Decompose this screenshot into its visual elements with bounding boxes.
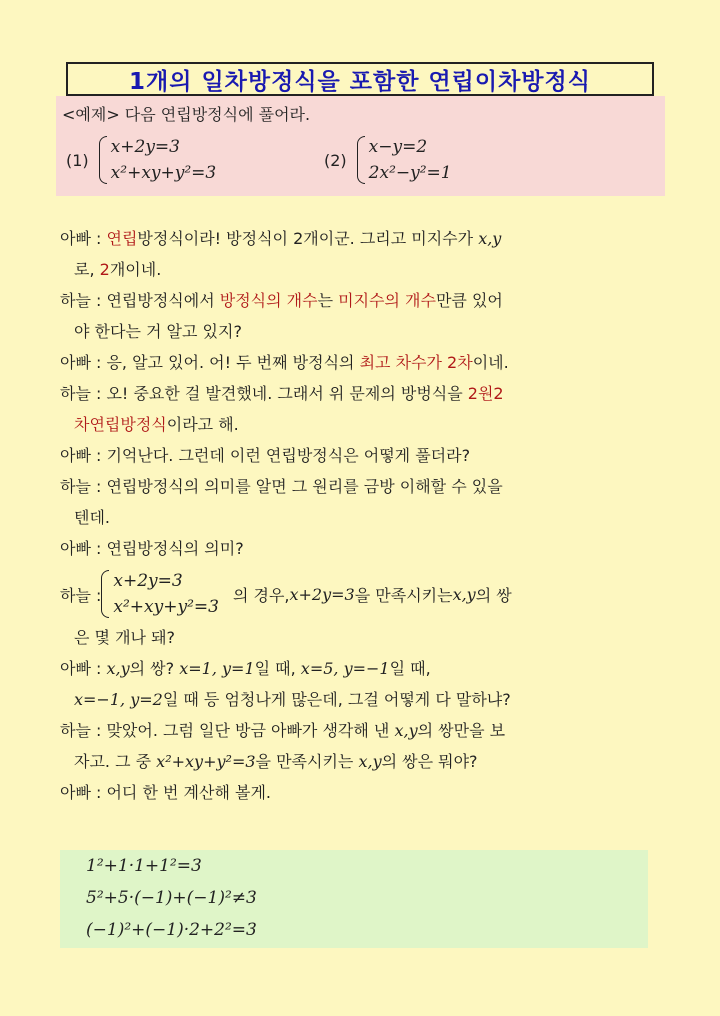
dialog-line: 아빠 : x,y의 쌍? x=1, y=1일 때, x=5, y=−1일 때, <box>60 659 431 678</box>
equation: 2x²−y²=1 <box>368 163 452 183</box>
dialog-line: 하늘 : 오! 중요한 걸 발견했네. 그래서 위 문제의 방벙식을 2원2 <box>60 384 504 403</box>
dialog-line: 하늘 : 연립방정식의 의미를 알면 그 원리를 금방 이해할 수 있을 <box>60 477 503 496</box>
equation-system <box>99 134 217 186</box>
calculation-line: 1²+1·1+1²=3 <box>86 856 202 876</box>
problem-number: (2) <box>324 150 347 170</box>
dialog-line: 로, 2개이네. <box>74 260 162 279</box>
dialog-line: 야 한다는 거 알고 있지? <box>74 322 242 341</box>
problem-number: (1) <box>66 150 89 170</box>
equation: x−y=2 <box>368 137 428 157</box>
dialog-line: 하늘 : x+2y=3 x²+xy+y²=3 의 경우, x+2y=3 을 만족시키는 x,y 의 쌍 <box>60 568 512 620</box>
dialog-line: 자고. 그 중 x²+xy+y²=3을 만족시키는 x,y의 쌍은 뭐야? <box>74 752 478 771</box>
equation-system: x+2y=3 x²+xy+y²=3 <box>101 568 219 620</box>
dialog-line: 하늘 : 맞았어. 그럼 일단 방금 아빠가 생각해 낸 x,y의 쌍만을 보 <box>60 721 506 740</box>
dialog-line: 아빠 : 기억난다. 그런데 이런 연립방정식은 어떻게 풀더라? <box>60 446 471 465</box>
calculation-line: 5²+5·(−1)+(−1)²≠3 <box>86 888 257 908</box>
calculation-box <box>60 850 648 948</box>
page-title: 1개의 일차방정식을 포함한 연립이차방정식 <box>66 62 654 96</box>
equation-system <box>357 134 452 186</box>
example-label: <예제> 다음 연립방정식에 풀어라. <box>62 105 311 124</box>
equation: x+2y=3 <box>110 137 180 157</box>
dialog-line: 차연립방정식이라고 해. <box>74 415 239 434</box>
dialog-line: 아빠 : 연립방정식이라! 방정식이 2개이군. 그리고 미지수가 x,y <box>60 229 502 248</box>
dialog-line: x=−1, y=2일 때 등 엄청나게 많은데, 그걸 어떻게 다 말하냐? <box>74 690 511 709</box>
problem-1 <box>66 134 216 186</box>
calculation-line: (−1)²+(−1)·2+2²=3 <box>86 920 257 940</box>
equation: x²+xy+y²=3 <box>110 163 217 183</box>
dialog-line: 은 몇 개나 돼? <box>74 628 176 647</box>
example-box <box>56 96 665 196</box>
dialog-line: 하늘 : 연립방정식에서 방정식의 개수는 미지수의 개수만큼 있어 <box>60 291 503 310</box>
problem-2 <box>324 134 452 186</box>
dialog-line: 아빠 : 어디 한 번 계산해 볼게. <box>60 783 272 802</box>
dialog-line: 텐데. <box>74 508 110 527</box>
dialog-line: 아빠 : 응, 알고 있어. 어! 두 번째 방정식의 최고 차수가 2차이네. <box>60 353 509 372</box>
dialog-line: 아빠 : 연립방정식의 의미? <box>60 539 244 558</box>
